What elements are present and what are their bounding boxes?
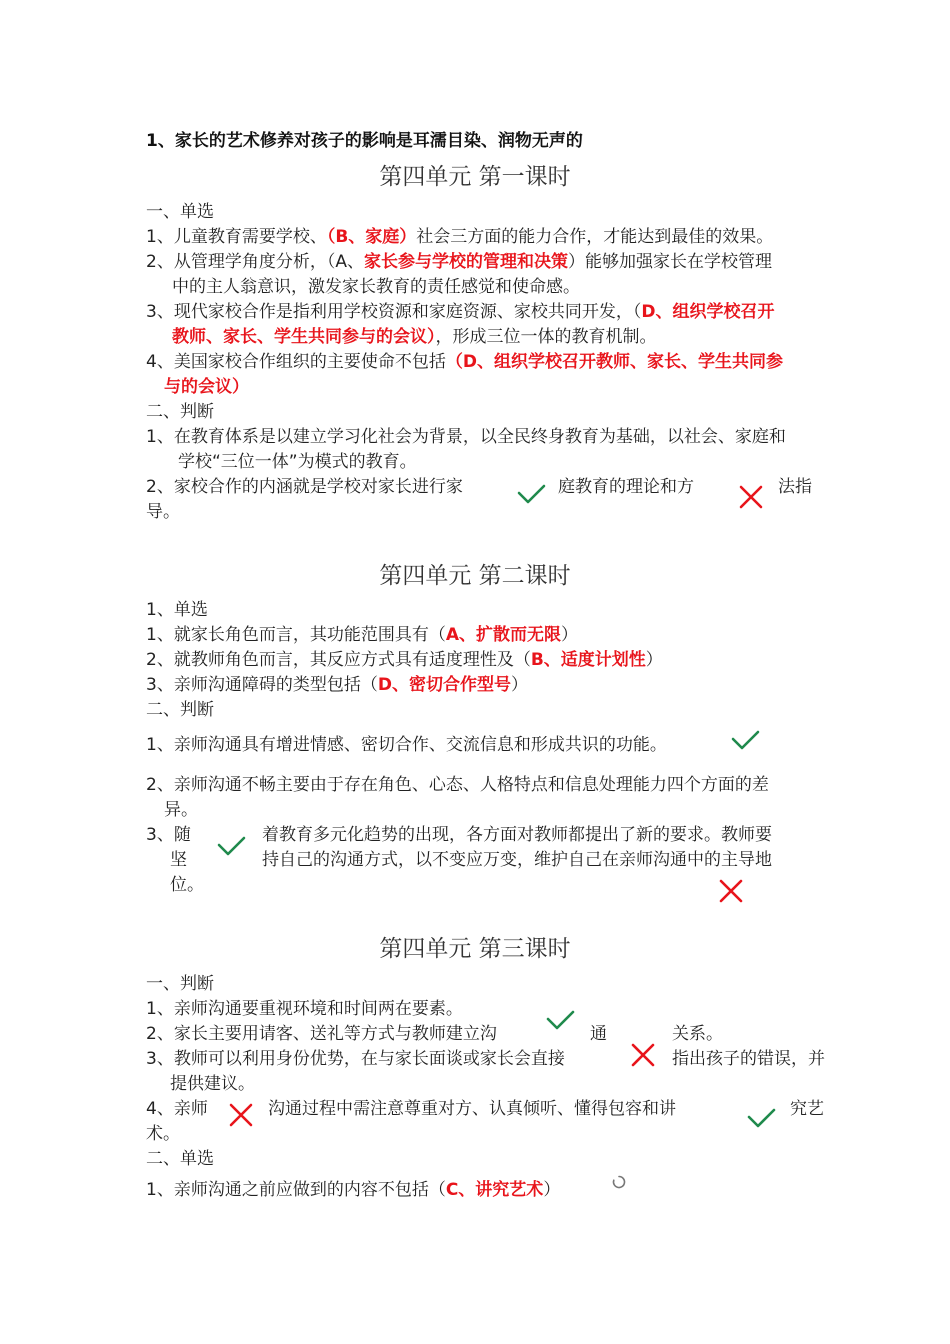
unit2-section-single: 1、单选 bbox=[146, 600, 208, 620]
unit1-q3-cont: 教师、家长、学生共同参与的会议），形成三位一体的教育机制。 bbox=[172, 327, 657, 347]
unit3-j3-part1: 3、教师可以利用身份优势，在与家长面谈或家长会直接 bbox=[146, 1049, 565, 1069]
answer-text: D、组织学校召开 bbox=[641, 302, 775, 322]
answer-text: A、扩散而无限 bbox=[445, 625, 561, 645]
intro-heading: 1、家长的艺术修养对孩子的影响是耳濡目染、润物无声的 bbox=[146, 131, 583, 151]
answer-text: 家长参与学校的管理和决策 bbox=[363, 252, 568, 272]
cross-icon bbox=[736, 482, 766, 512]
cross-icon bbox=[716, 876, 746, 906]
answer-text: C、讲究艺术 bbox=[445, 1180, 544, 1200]
unit2-j3-part2: 着教育多元化趋势的出现，各方面对教师都提出了新的要求。教师要 bbox=[262, 825, 772, 845]
answer-text: 教师、家长、学生共同参与的会议） bbox=[172, 327, 436, 347]
answer-text: B、适度计划性 bbox=[530, 650, 646, 670]
unit2-q2: 2、就教师角色而言，其反应方式具有适度理性及（B、适度计划性） bbox=[146, 650, 663, 670]
unit2-j2: 2、亲师沟通不畅主要由于存在角色、心态、人格特点和信息处理能力四个方面的差 bbox=[146, 775, 769, 795]
unit3-j1: 1、亲师沟通要重视环境和时间两在要素。 bbox=[146, 999, 463, 1019]
check-icon bbox=[730, 724, 760, 754]
unit2-q1: 1、就家长角色而言，其功能范围具有（A、扩散而无限） bbox=[146, 625, 578, 645]
loading-spinner-icon bbox=[612, 1174, 626, 1188]
unit2-j3-part4: 持自己的沟通方式，以不变应万变，维护自己在亲师沟通中的主导地 bbox=[262, 850, 772, 870]
check-icon bbox=[216, 830, 246, 860]
unit1-title: 第四单元 第一课时 bbox=[379, 164, 571, 190]
unit1-section-judge: 二、判断 bbox=[146, 402, 214, 422]
unit2-q3: 3、亲师沟通障碍的类型包括（D、密切合作型号） bbox=[146, 675, 528, 695]
unit1-j2-cont: 导。 bbox=[146, 502, 180, 522]
answer-text: 与的会议） bbox=[164, 377, 249, 397]
unit1-q3: 3、现代家校合作是指利用学校资源和家庭资源、家校共同开发，（D、组织学校召开 bbox=[146, 302, 775, 322]
unit3-j2-part1: 2、家长主要用请客、送礼等方式与教师建立沟 bbox=[146, 1024, 497, 1044]
unit3-j3-part2: 指出孩子的错误，并 bbox=[672, 1049, 825, 1069]
unit3-section-judge: 一、判断 bbox=[146, 974, 214, 994]
unit3-section-single: 二、单选 bbox=[146, 1149, 214, 1169]
answer-text: D、密切合作型号 bbox=[377, 675, 511, 695]
unit3-title: 第四单元 第三课时 bbox=[379, 936, 571, 962]
unit3-j3-cont: 提供建议。 bbox=[170, 1074, 255, 1094]
unit1-section-single: 一、单选 bbox=[146, 202, 214, 222]
check-icon bbox=[545, 1004, 575, 1034]
unit1-j2-part2: 庭教育的理论和方 bbox=[558, 477, 694, 497]
unit1-q4: 4、美国家校合作组织的主要使命不包括（D、组织学校召开教师、家长、学生共同参 bbox=[146, 352, 783, 372]
unit2-j1: 1、亲师沟通具有增进情感、密切合作、交流信息和形成共识的功能。 bbox=[146, 735, 667, 755]
unit2-title: 第四单元 第二课时 bbox=[379, 563, 571, 589]
unit2-j3-part1: 3、随 bbox=[146, 825, 191, 845]
unit3-j2-part2: 通 bbox=[590, 1024, 607, 1044]
cross-icon bbox=[226, 1100, 256, 1130]
unit3-j4-part3: 究艺 bbox=[790, 1099, 824, 1119]
unit1-q2-cont: 中的主人翁意识，激发家长教育的责任感觉和使命感。 bbox=[172, 277, 580, 297]
unit2-j2-cont: 异。 bbox=[164, 800, 198, 820]
unit1-j1-cont: 学校“三位一体”为模式的教育。 bbox=[178, 452, 417, 472]
unit1-j2-part1: 2、家校合作的内涵就是学校对家长进行家 bbox=[146, 477, 463, 497]
answer-text: （D、组织学校召开教师、家长、学生共同参 bbox=[445, 352, 783, 372]
unit1-q4-cont bbox=[164, 375, 249, 400]
unit1-j2-part3: 法指 bbox=[778, 477, 812, 497]
answer-text: （B、家庭） bbox=[326, 227, 417, 247]
cross-icon bbox=[628, 1040, 658, 1070]
unit2-j3-part3: 坚 bbox=[170, 850, 187, 870]
unit3-j4-part2: 沟通过程中需注意尊重对方、认真倾听、懂得包容和讲 bbox=[268, 1099, 676, 1119]
unit1-q2: 2、从管理学角度分析，（A、家长参与学校的管理和决策）能够加强家长在学校管理 bbox=[146, 252, 772, 272]
unit2-j3-part5: 位。 bbox=[170, 875, 204, 895]
unit3-j2-part3: 关系。 bbox=[672, 1024, 723, 1044]
unit3-j4-cont: 术。 bbox=[146, 1124, 180, 1144]
check-icon bbox=[516, 478, 546, 508]
unit3-q1: 1、亲师沟通之前应做到的内容不包括（C、讲究艺术） bbox=[146, 1180, 561, 1200]
unit1-q1: 1、儿童教育需要学校、（B、家庭）社会三方面的能力合作，才能达到最佳的效果。 bbox=[146, 227, 774, 247]
unit2-section-judge: 二、判断 bbox=[146, 700, 214, 720]
unit1-j1: 1、在教育体系是以建立学习化社会为背景，以全民终身教育为基础，以社会、家庭和 bbox=[146, 427, 786, 447]
check-icon bbox=[746, 1102, 776, 1132]
unit3-j4-part1: 4、亲师 bbox=[146, 1099, 208, 1119]
